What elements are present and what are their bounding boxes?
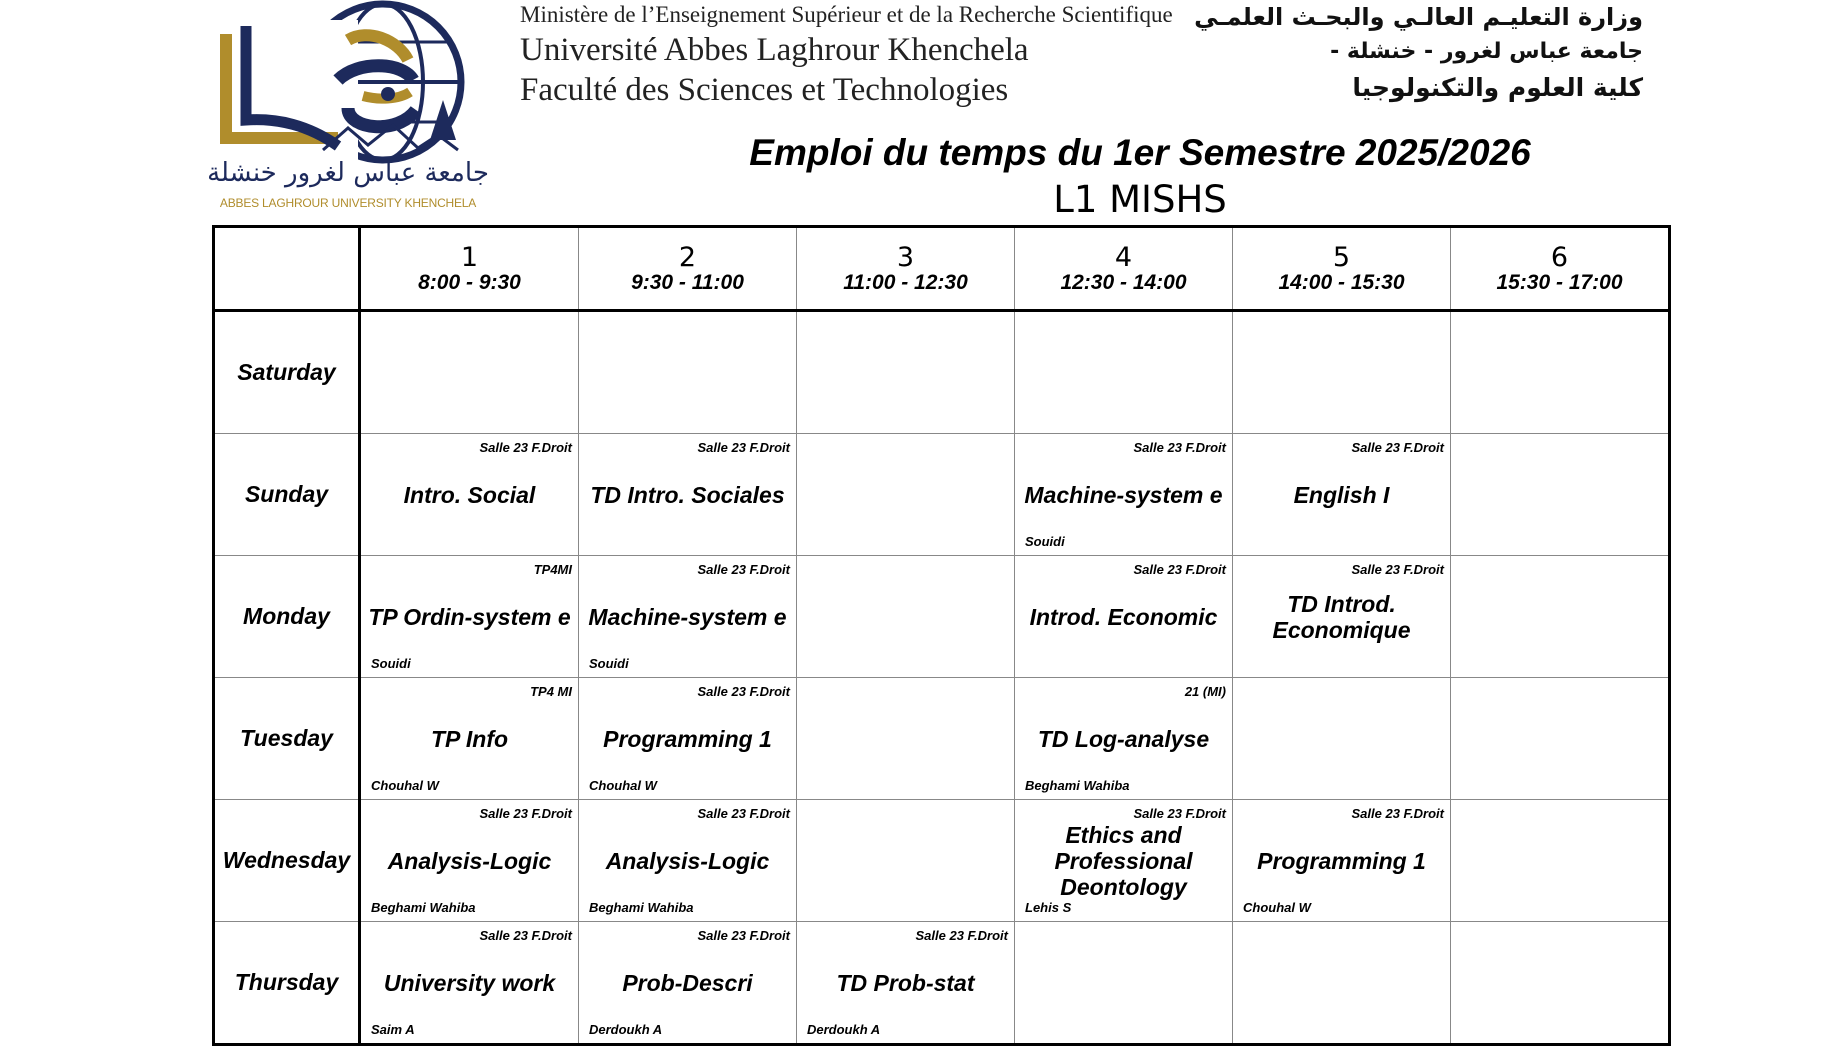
room-label: Salle 23 F.Droit <box>479 928 572 943</box>
room-label: Salle 23 F.Droit <box>697 440 790 455</box>
timetable-cell <box>1451 556 1670 678</box>
timetable <box>212 225 1671 1046</box>
room-label: TP4 MI <box>530 684 572 699</box>
faculty-ar: كلية العلوم والتكنولوجيا <box>1352 73 1643 102</box>
timetable-cell <box>797 311 1015 434</box>
timetable-cell <box>1451 678 1670 800</box>
timetable-cell <box>1015 434 1233 556</box>
timetable-cell <box>579 922 797 1045</box>
timetable-cell <box>360 311 579 434</box>
slot-number: 2 <box>678 241 697 273</box>
course-name: TD Log-analyse <box>1037 725 1210 752</box>
page-subtitle: L1 MISHS <box>1053 178 1227 221</box>
day-label: Tuesday <box>214 678 360 800</box>
timetable-cell <box>1233 311 1451 434</box>
room-label: Salle 23 F.Droit <box>697 928 790 943</box>
timetable-cell <box>360 922 579 1045</box>
course-name: Analysis-Logic <box>387 847 552 874</box>
teacher-name: Chouhal W <box>371 778 439 793</box>
timetable-cell <box>1233 922 1451 1045</box>
course-name: TP Ordin-system e <box>368 603 571 630</box>
timetable-cell <box>1451 922 1670 1045</box>
room-label: Salle 23 F.Droit <box>1133 562 1226 577</box>
timetable-cell <box>1233 556 1451 678</box>
room-label: Salle 23 F.Droit <box>1133 440 1226 455</box>
course-name: TP Info <box>430 725 509 752</box>
slot-time: 8:00 - 9:30 <box>418 270 521 294</box>
timetable-cell <box>579 434 797 556</box>
room-label: Salle 23 F.Droit <box>1351 440 1444 455</box>
page-title: Emploi du temps du 1er Semestre 2025/2026 <box>749 132 1531 173</box>
slot-header <box>1015 227 1233 311</box>
course-name: English I <box>1293 481 1390 508</box>
teacher-name: Beghami Wahiba <box>371 900 476 915</box>
day-label: Sunday <box>214 434 360 556</box>
ministry-ar: وزارة التعليـم العالـي والبحـث العلمـي <box>1194 3 1643 31</box>
timetable-cell <box>797 678 1015 800</box>
teacher-name: Lehis S <box>1025 900 1072 915</box>
course-name: TD Intro. Sociales <box>590 481 785 508</box>
university-ar: جامعة عباس لغرور - خنشلة - <box>1330 39 1643 64</box>
slot-time: 12:30 - 14:00 <box>1060 270 1187 294</box>
slot-time: 14:00 - 15:30 <box>1278 270 1405 294</box>
timetable-cell <box>797 922 1015 1045</box>
course-name: Analysis-Logic <box>605 847 770 874</box>
slot-number: 6 <box>1550 241 1569 273</box>
timetable-cell <box>360 678 579 800</box>
day-row <box>214 800 1670 922</box>
timetable-cell <box>1233 800 1451 922</box>
timetable-cell <box>797 434 1015 556</box>
timetable-cell <box>360 800 579 922</box>
room-label: Salle 23 F.Droit <box>697 684 790 699</box>
university-fr: Université Abbes Laghrour Khenchela <box>520 32 1029 68</box>
arabic-header <box>1194 0 1643 106</box>
room-label: 21 (MI) <box>1184 684 1226 699</box>
timetable-cell <box>1015 311 1233 434</box>
slot-header <box>797 227 1015 311</box>
course-name: Machine-system e <box>588 603 787 630</box>
room-label: Salle 23 F.Droit <box>697 806 790 821</box>
teacher-name: Souidi <box>589 656 629 671</box>
day-row <box>214 434 1670 556</box>
timetable-cell <box>360 556 579 678</box>
slot-number: 3 <box>896 241 915 273</box>
slot-header <box>1233 227 1451 311</box>
timetable-cell <box>579 800 797 922</box>
university-logo <box>198 0 498 212</box>
timetable-cell <box>1451 434 1670 556</box>
teacher-name: Derdoukh A <box>807 1022 881 1037</box>
course-name: TD Introd. Economique <box>1272 590 1411 643</box>
course-name: Machine-system e <box>1024 481 1223 508</box>
teacher-name: Derdoukh A <box>589 1022 663 1037</box>
timetable-cell <box>579 311 797 434</box>
timetable-cell <box>1015 556 1233 678</box>
day-row <box>214 678 1670 800</box>
slot-time: 15:30 - 17:00 <box>1496 270 1623 294</box>
timetable-cell <box>579 556 797 678</box>
teacher-name: Saim A <box>371 1022 415 1037</box>
slot-header <box>360 227 579 311</box>
teacher-name: Souidi <box>1025 534 1065 549</box>
room-label: Salle 23 F.Droit <box>479 806 572 821</box>
teacher-name: Souidi <box>371 656 411 671</box>
room-label: Salle 23 F.Droit <box>915 928 1008 943</box>
slot-header <box>579 227 797 311</box>
room-label: Salle 23 F.Droit <box>479 440 572 455</box>
course-name: Introd. Economic <box>1029 603 1218 630</box>
timetable-cell <box>1233 678 1451 800</box>
day-row <box>214 556 1670 678</box>
timetable-cell <box>1451 800 1670 922</box>
teacher-name: Chouhal W <box>1243 900 1311 915</box>
slot-number: 5 <box>1332 241 1351 273</box>
course-name: Programming 1 <box>1257 847 1426 874</box>
timetable-cell <box>1451 311 1670 434</box>
room-label: TP4MI <box>533 562 572 577</box>
day-label: Monday <box>214 556 360 678</box>
timetable-cell <box>1015 922 1233 1045</box>
timetable-cell <box>1015 678 1233 800</box>
slot-header <box>1451 227 1670 311</box>
teacher-name: Chouhal W <box>589 778 657 793</box>
room-label: Salle 23 F.Droit <box>1351 562 1444 577</box>
day-row <box>214 922 1670 1045</box>
slot-header-row <box>214 227 1670 311</box>
room-label: Salle 23 F.Droit <box>1133 806 1226 821</box>
day-row <box>214 311 1670 434</box>
logo-caption: ABBES LAGHROUR UNIVERSITY KHENCHELA <box>219 196 477 210</box>
room-label: Salle 23 F.Droit <box>697 562 790 577</box>
timetable-cell <box>797 556 1015 678</box>
slot-time: 9:30 - 11:00 <box>631 270 744 294</box>
timetable-cell <box>1015 800 1233 922</box>
timetable-cell <box>360 434 579 556</box>
day-label: Thursday <box>214 922 360 1045</box>
timetable-cell <box>579 678 797 800</box>
slot-time: 11:00 - 12:30 <box>843 270 968 294</box>
ministry-fr: Ministère de l’Enseignement Supérieur et de la Recherche Scientifique <box>520 2 1173 27</box>
slot-number: 4 <box>1114 241 1133 273</box>
room-label: Salle 23 F.Droit <box>1351 806 1444 821</box>
day-label: Wednesday <box>214 800 360 922</box>
faculty-fr: Faculté des Sciences et Technologies <box>520 72 1009 108</box>
slot-number: 1 <box>460 241 479 273</box>
corner-cell <box>214 227 360 311</box>
course-name: Intro. Social <box>403 481 536 508</box>
course-name: TD Prob-stat <box>836 969 975 996</box>
course-name: Ethics and Professional Deontology <box>1054 821 1193 900</box>
course-name: University work <box>383 969 556 996</box>
teacher-name: Beghami Wahiba <box>589 900 694 915</box>
day-label: Saturday <box>214 311 360 434</box>
course-name: Prob-Descri <box>622 969 753 996</box>
teacher-name: Beghami Wahiba <box>1025 778 1130 793</box>
timetable-cell <box>797 800 1015 922</box>
course-name: Programming 1 <box>603 725 772 752</box>
timetable-cell <box>1233 434 1451 556</box>
logo-arabic-name: جامعة عباس لغرور خنشلة <box>207 158 489 188</box>
french-header <box>520 0 1173 110</box>
